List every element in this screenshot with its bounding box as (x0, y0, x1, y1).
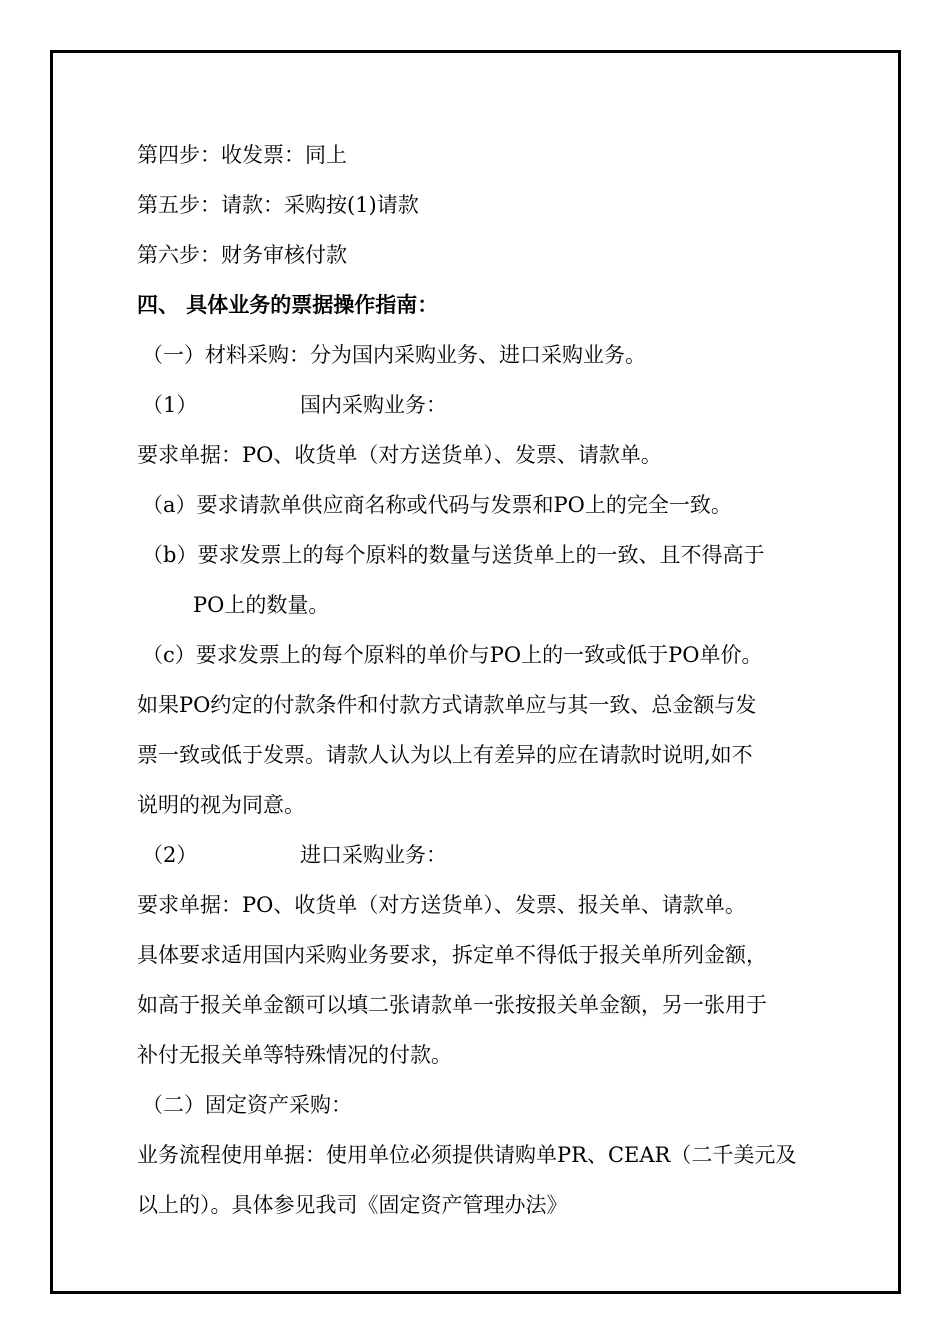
section-four-heading: 四、 具体业务的票据操作指南： (137, 293, 439, 317)
item-title: 进口采购业务： (300, 843, 447, 867)
requirement-c: （c）要求发票上的每个原料的单价与PO上的一致或低于PO单价。 (142, 643, 763, 667)
item-number: （2） (142, 843, 198, 867)
domestic-purchase-heading (137, 380, 837, 430)
required-documents-line: 要求单据：PO、收货单（对方送货单）、发票、报关单、请款单。 (137, 893, 746, 917)
document-body (137, 130, 837, 1230)
requirement-a: （a）要求请款单供应商名称或代码与发票和PO上的完全一致。 (142, 493, 732, 517)
step-six-line: 第六步：财务审核付款 (137, 243, 347, 267)
item-number: （1） (142, 393, 198, 417)
requirement-b-continued: PO上的数量。 (193, 593, 330, 617)
step-five-line: 第五步：请款：采购按(1)请款 (137, 193, 419, 217)
material-purchase-heading: （一）材料采购：分为国内采购业务、进口采购业务。 (142, 343, 646, 367)
import-purchase-heading (137, 830, 837, 880)
paragraph-line: 以上的）。具体参见我司《固定资产管理办法》 (137, 1193, 568, 1217)
paragraph-line: 说明的视为同意。 (137, 793, 305, 817)
paragraph-line: 业务流程使用单据：使用单位必须提供请购单PR、CEAR（二千美元及 (137, 1143, 797, 1167)
required-documents-line: 要求单据：PO、收货单（对方送货单）、发票、请款单。 (137, 443, 662, 467)
item-title: 国内采购业务： (300, 393, 447, 417)
paragraph-line: 票一致或低于发票。请款人认为以上有差异的应在请款时说明,如不 (137, 743, 753, 767)
paragraph-line: 补付无报关单等特殊情况的付款。 (137, 1043, 452, 1067)
fixed-asset-heading: （二）固定资产采购： (142, 1093, 352, 1117)
step-four-line: 第四步：收发票：同上 (137, 143, 347, 167)
paragraph-line: 具体要求适用国内采购业务要求，拆定单不得低于报关单所列金额， (137, 943, 767, 967)
requirement-b: （b）要求发票上的每个原料的数量与送货单上的一致、且不得高于 (142, 543, 765, 567)
paragraph-line: 如高于报关单金额可以填二张请款单一张按报关单金额，另一张用于 (137, 993, 767, 1017)
paragraph-line: 如果PO约定的付款条件和付款方式请款单应与其一致、总金额与发 (137, 693, 757, 717)
